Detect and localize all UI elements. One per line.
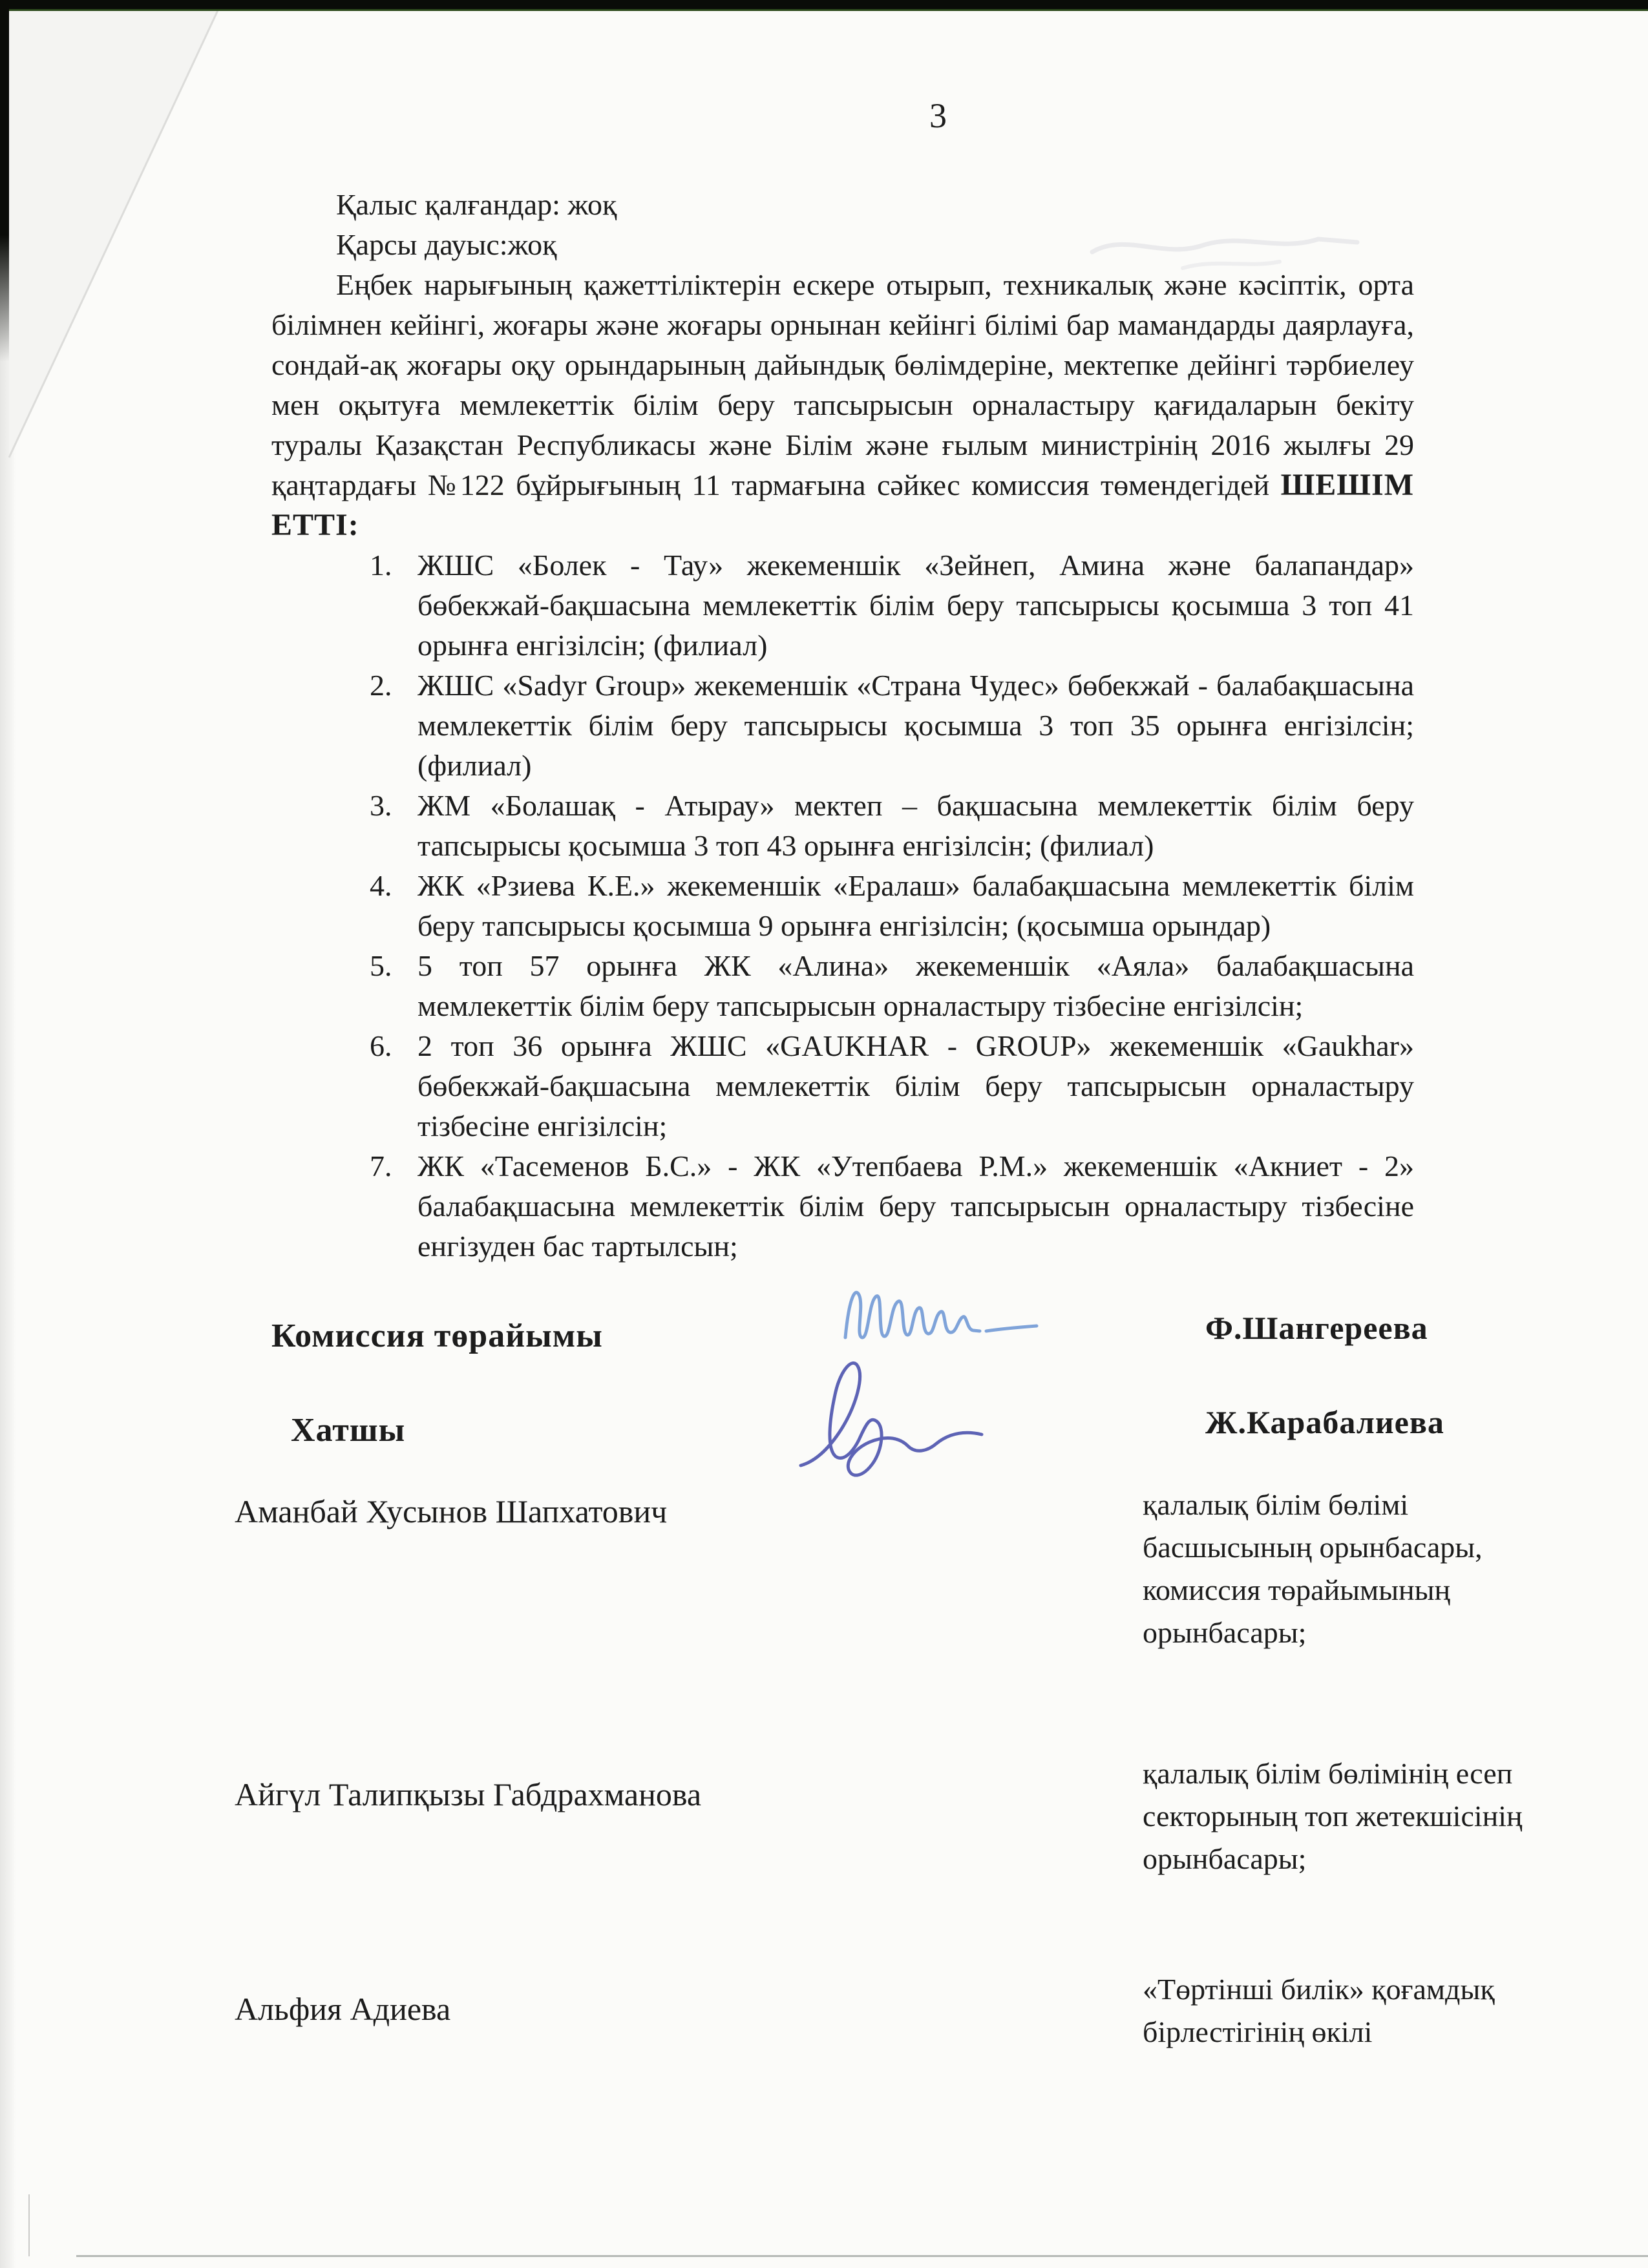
document-body (271, 185, 1414, 1266)
abstained-line: Қалыс қалғандар: жоқ (336, 188, 617, 221)
decision-list (271, 545, 1414, 1266)
member-name-1: Аманбай Хусынов Шапхатович (235, 1493, 668, 1529)
member-role-1: қалалық білім бөлімі басшысының орынбасары, комиссия төрайымының орынбасары; (1143, 1488, 1483, 1649)
secretary-role-label: Хатшы (291, 1412, 406, 1449)
list-item-2: ЖШС «Sadyr Group» жекеменшік «Страна Чудес» бөбекжай - балабақшасына мемлекеттік білім беру тапсырысы қосымша 3 топ 35 орынға енгізілсін; (филиал) (417, 669, 1414, 782)
list-item-4: ЖК «Рзиева К.Е.» жекеменшік «Ералаш» балабақшасына мемлекеттік білім беру тапсырысы қосымша 9 орынға енгізілсін; (қосымша орындар) (417, 869, 1414, 942)
list-item-1: ЖШС «Болек - Тау» жекеменшік «Зейнеп, Амина және балапандар» бөбекжай-бақшасына мемлекеттік білім беру тапсырысы қосымша 3 топ 41 орынға енгізілсін; (филиал) (417, 549, 1414, 662)
member-name-2: Айгүл Талипқызы Габдрахманова (235, 1776, 702, 1812)
page-fold-shadow (0, 0, 233, 465)
secretary-name: Ж.Карабалиева (1205, 1404, 1444, 1440)
page-number: 3 (929, 96, 947, 135)
member-role-2: қалалық білім бөлімінің есеп секторының топ жетекшісінің орынбасары; (1143, 1757, 1523, 1875)
against-line: Қарсы дауыс:жоқ (336, 228, 557, 261)
chair-name: Ф.Шангереева (1205, 1310, 1428, 1346)
scan-edge-top (0, 0, 1648, 11)
chair-role-label: Комиссия төрайымы (271, 1318, 603, 1354)
secretary-signature-image (792, 1352, 992, 1487)
decision-paragraph-text: Еңбек нарығының қажеттіліктерін ескере отырып, техникалық және кәсіптік, орта білімнен кейінгі, жоғары және жоғары орнынан кейінгі білімі бар мамандарды даярлауға, сондай-ақ жоғары оқу орындарының дайындық бөлімдеріне, мектепке дейінгі тәрбиелеу мен оқытуға мемлекеттік білім беру тапсырысын орналастыру қағидаларын бекіту туралы Қазақстан Республикасы және Білім және ғылым министрінің 2016 жылғы 29 қаңтардағы №122 бұйрығының 11 тармағына сәйкес комиссия төмендегідей (271, 268, 1414, 501)
list-item-7: ЖК «Тасеменов Б.С.» - ЖК «Утепбаева Р.М.» жекеменшік «Акниет - 2» балабақшасына мемлекеттік білім беру тапсырысын орналастыру тізбесіне енгізуден бас тартылсын; (417, 1150, 1414, 1263)
page-corner-edge (28, 2194, 30, 2256)
page-bottom-edge (76, 2255, 1648, 2257)
decision-label: ШЕШІМ ЕТТІ: (271, 468, 1414, 542)
member-name-3: Альфия Адиева (235, 1991, 451, 2027)
chair-signature-image (840, 1274, 1053, 1358)
list-item-6: 2 топ 36 орынға ЖШС «GAUKHAR - GROUP» жекеменшік «Gaukhar» бөбекжай-бақшасына мемлекеттік білім беру тапсырысын орналастыру тізбесіне енгізілсін; (417, 1029, 1414, 1142)
list-item-3: ЖМ «Болашақ - Атырау» мектеп – бақшасына мемлекеттік білім беру тапсырысы қосымша 3 топ 43 орынға енгізілсін; (филиал) (417, 789, 1414, 862)
decision-paragraph (271, 265, 1414, 545)
list-item-5: 5 топ 57 орынға ЖК «Алина» жекеменшік «Аяла» балабақшасына мемлекеттік білім беру тапсырысын орналастыру тізбесіне енгізілсін; (417, 949, 1414, 1022)
member-role-3: «Төртінші билік» қоғамдық бірлестігінің өкілі (1143, 1973, 1495, 2048)
scan-edge-left (0, 0, 9, 362)
